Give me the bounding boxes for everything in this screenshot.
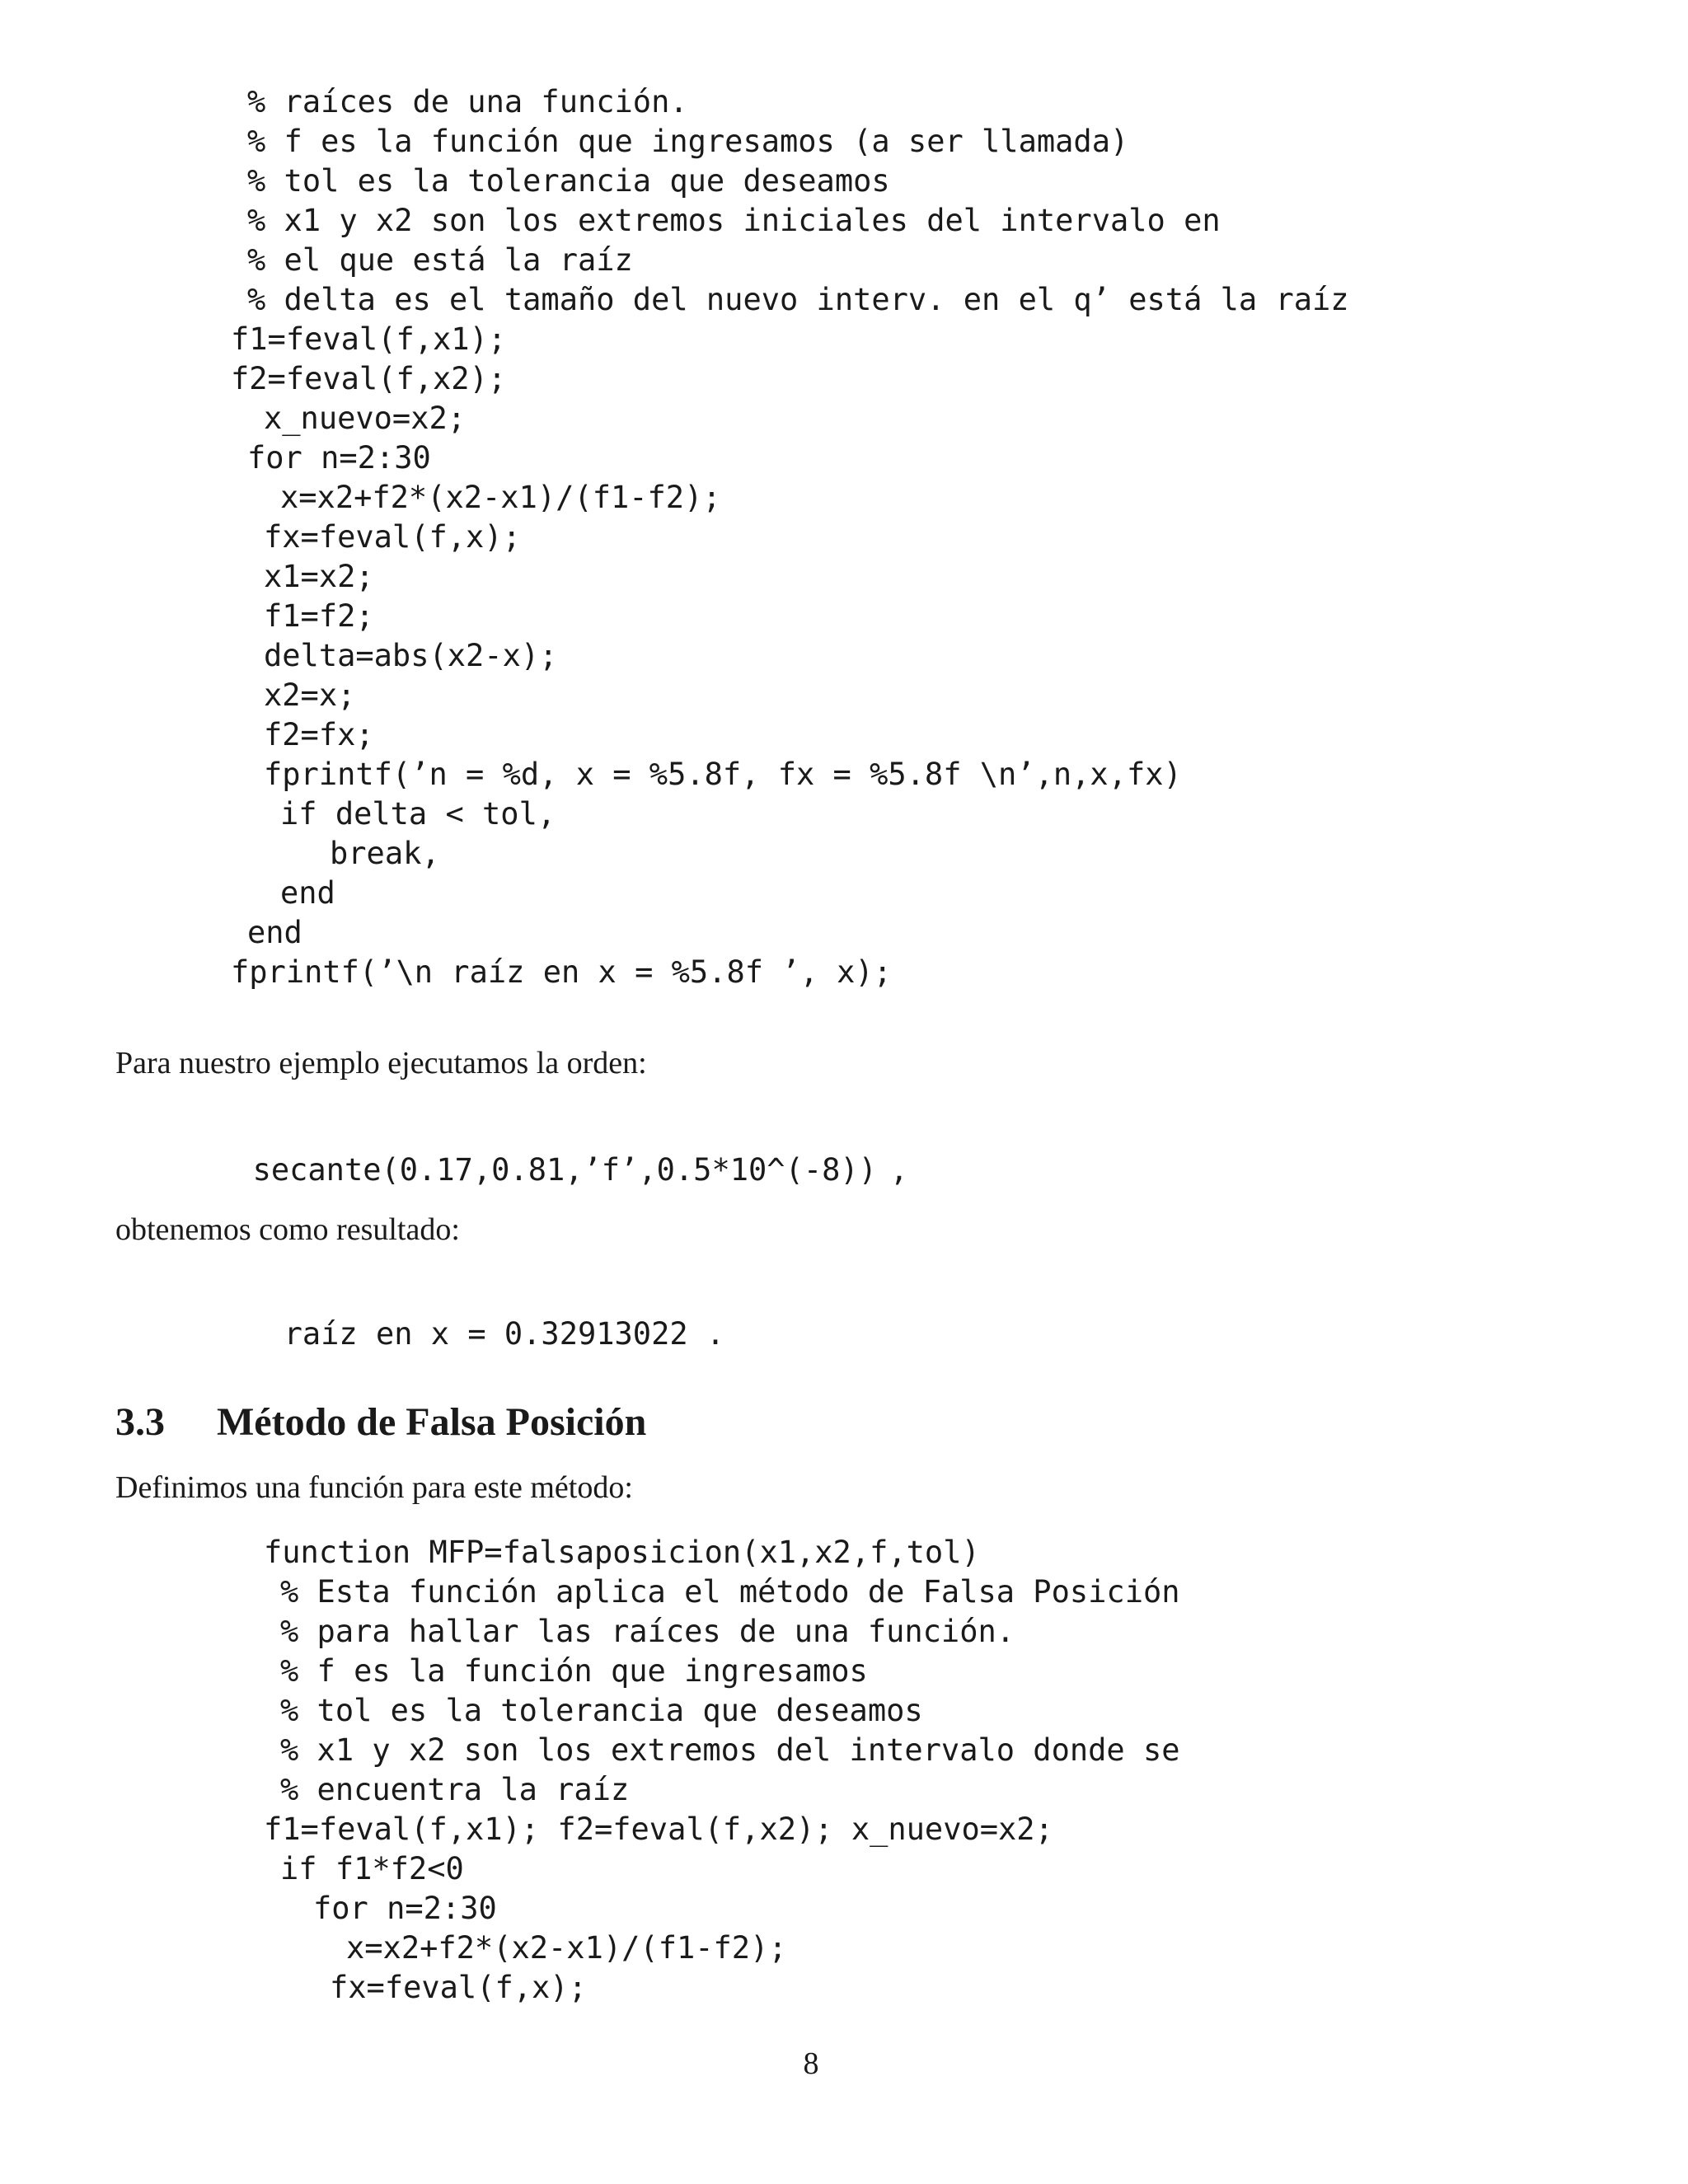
code-line: f1=f2; — [264, 598, 374, 634]
code-line: if f1*f2<0 — [280, 1851, 464, 1886]
code-line: % delta es el tamaño del nuevo interv. en el q’ está la raíz — [247, 282, 1349, 317]
code-line: x_nuevo=x2; — [264, 401, 467, 436]
result-text: raíz en x = 0.32913022 . — [284, 1316, 725, 1352]
code-line: % para hallar las raíces de una función. — [280, 1614, 1015, 1649]
command-trailing — [853, 1111, 908, 1190]
code-line: fprintf(’n = %d, x = %5.8f, fx = %5.8f \n’,n,x,fx) — [264, 757, 1182, 792]
code-line: x2=x; — [264, 677, 356, 713]
code-line: % tol es la tolerancia que deseamos — [280, 1693, 923, 1728]
code-line: % f es la función que ingresamos — [280, 1653, 868, 1689]
code-line: x1=x2; — [264, 559, 374, 594]
code-line: end — [247, 915, 302, 950]
code-line: % tol es la tolerancia que deseamos — [247, 163, 890, 199]
code-line: f1=feval(f,x1); f2=feval(f,x2); x_nuevo=x2; — [264, 1811, 1053, 1847]
code-line: if delta < tol, — [280, 796, 556, 832]
code-line: fx=feval(f,x); — [264, 519, 521, 555]
code-line: % f es la función que ingresamos (a ser llamada) — [247, 124, 1129, 159]
code-line: fprintf(’\n raíz en x = %5.8f ’, x); — [231, 954, 892, 990]
code-line: for n=2:30 — [313, 1891, 497, 1926]
code-line: % x1 y x2 son los extremos del intervalo donde se — [280, 1732, 1180, 1768]
code-line: % x1 y x2 son los extremos iniciales del intervalo en — [247, 203, 1221, 238]
result-line — [247, 1275, 724, 1354]
paragraph-define-function: Definimos una función para este método: — [115, 1470, 633, 1505]
command-line — [216, 1111, 877, 1190]
code-line: % encuentra la raíz — [280, 1772, 630, 1807]
code-line: % Esta función aplica el método de Falsa Posición — [280, 1574, 1180, 1610]
command-trailing-comma: , — [889, 1152, 908, 1188]
paragraph-intro-command: Para nuestro ejemplo ejecutamos la orden: — [115, 1046, 647, 1080]
code-line: for n=2:30 — [247, 440, 431, 476]
code-line: f2=feval(f,x2); — [231, 361, 507, 396]
code-line: % raíces de una función. — [247, 84, 688, 120]
code-line: delta=abs(x2-x); — [264, 638, 558, 673]
section-number: 3.3 — [115, 1400, 165, 1444]
code-line: end — [280, 875, 335, 911]
page-number: 8 — [803, 2046, 819, 2081]
code-line: fx=feval(f,x); — [330, 1970, 587, 2005]
code-line: f2=fx; — [264, 717, 374, 752]
paragraph-result-intro: obtenemos como resultado: — [115, 1212, 460, 1247]
code-line: break, — [330, 836, 440, 871]
code-line: x=x2+f2*(x2-x1)/(f1-f2); — [280, 480, 721, 515]
code-line: function MFP=falsaposicion(x1,x2,f,tol) — [264, 1535, 980, 1570]
section-title: Método de Falsa Posición — [217, 1400, 647, 1444]
section-heading — [115, 1399, 646, 1445]
command-text: secante(0.17,0.81,’f’,0.5*10^(-8)) — [252, 1152, 877, 1188]
code-line: x=x2+f2*(x2-x1)/(f1-f2); — [346, 1930, 787, 1966]
code-line: f1=feval(f,x1); — [231, 321, 507, 357]
code-line: % el que está la raíz — [247, 242, 633, 278]
